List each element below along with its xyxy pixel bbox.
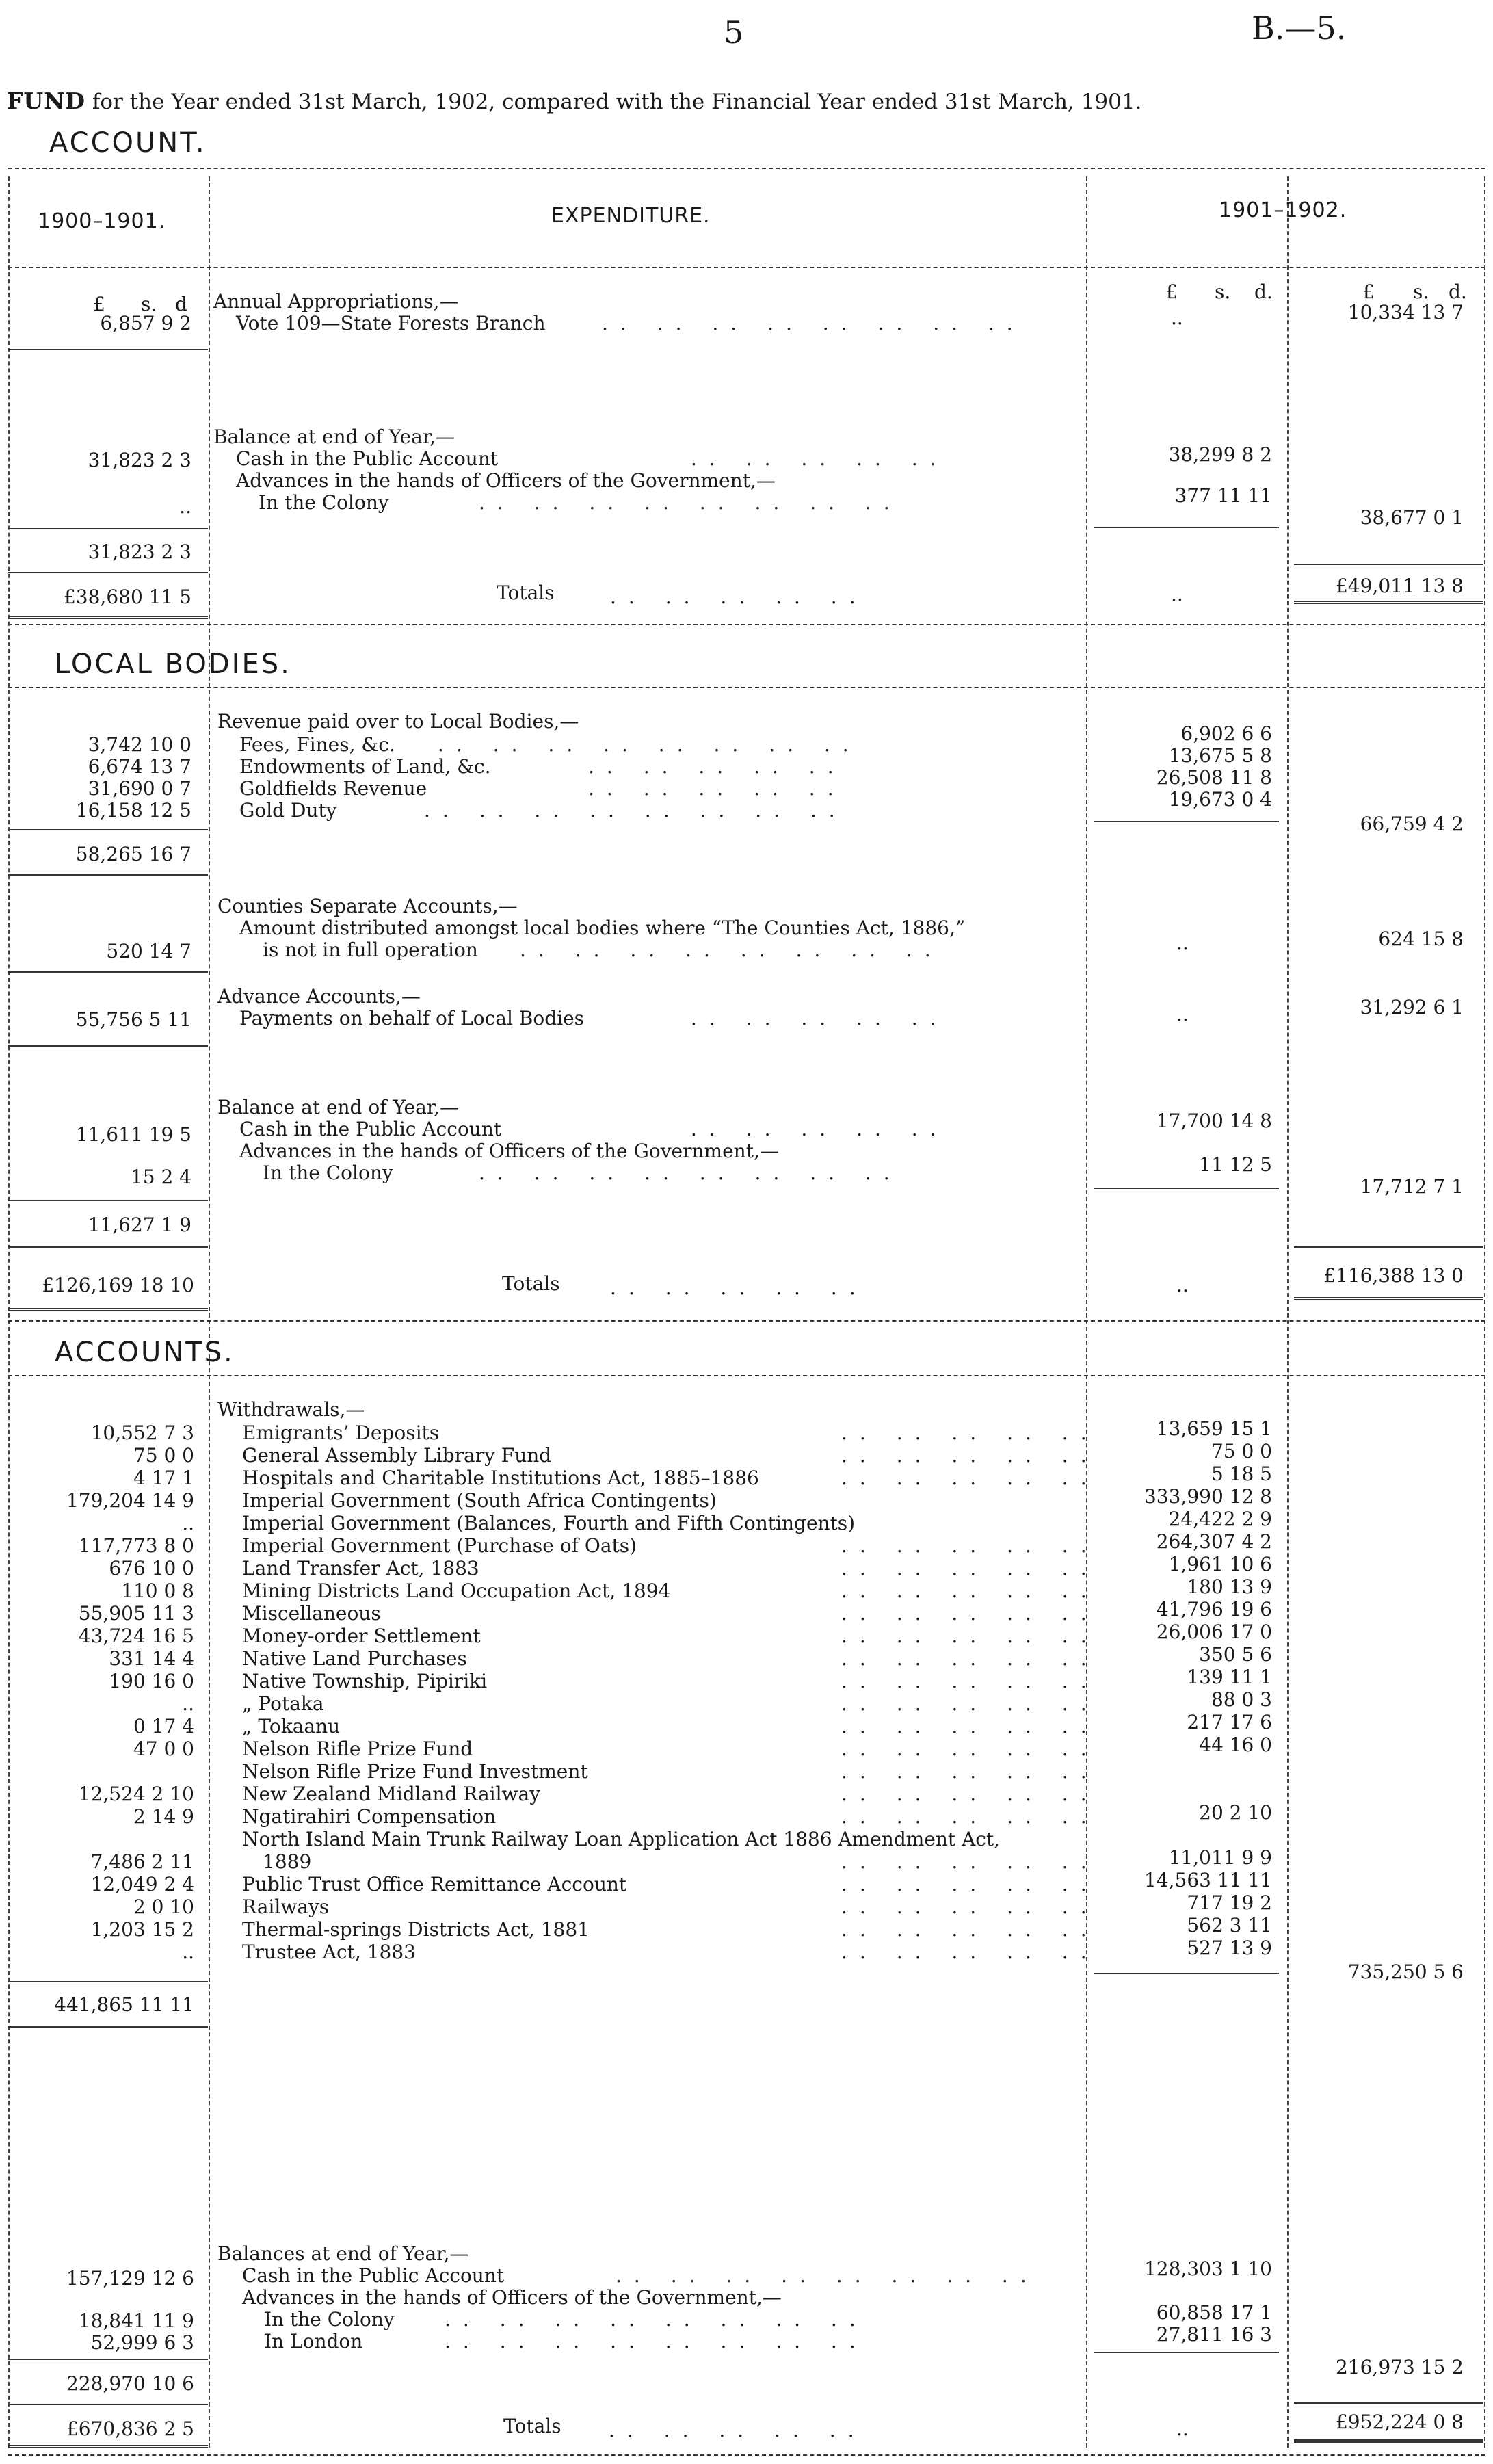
acc-cash-label: Cash in the Public Account [242, 2264, 505, 2287]
withdrawal-prev-amount: 75 0 0 [133, 1444, 194, 1467]
rule [8, 267, 1485, 268]
local-balance-label: Balance at end of Year,— [217, 1096, 460, 1118]
heading-text: for the Year ended 31st March, 1902, compared with the Financial Year ended 31st March, 1901. [92, 90, 1142, 114]
leader-dots: .. .. .. .. .. .. .. .. [520, 939, 943, 961]
totals-prev-amount: £38,680 11 5 [63, 586, 191, 608]
col-header-1900: 1900–1901. [38, 209, 166, 233]
withdrawal-label: Thermal-springs Districts Act, 1881 [242, 1918, 590, 1941]
fees-prev-amount: 3,742 10 0 [88, 733, 191, 756]
withdrawals-cur-total: 735,250 5 6 [1347, 1961, 1464, 1983]
leader-dots: .. .. .. .. .. [610, 586, 868, 608]
leader-dots: .. .. .. .. .. .. .. .. [479, 491, 902, 514]
leader-dots: .. .. .. .. .. [841, 1557, 1099, 1580]
leader-dots: .. .. .. .. .. [841, 1805, 1099, 1828]
balance-cur-amount: 38,677 0 1 [1360, 506, 1464, 529]
blank-dots: .. [1171, 583, 1183, 605]
rule [8, 1308, 208, 1311]
withdrawal-cur-amount: 26,006 17 0 [1156, 1621, 1272, 1643]
withdrawal-label: Railways [242, 1896, 330, 1918]
rule [8, 2359, 208, 2360]
leader-dots: .. .. .. .. .. [841, 1738, 1099, 1760]
withdrawal-prev-amount: 10,552 7 3 [90, 1421, 194, 1444]
goldfields-prev-amount: 31,690 0 7 [88, 777, 191, 800]
acc-balance-label: Balances at end of Year,— [217, 2242, 469, 2265]
withdrawal-prev-amount: 47 0 0 [133, 1738, 194, 1760]
rule [1294, 2402, 1483, 2404]
gold-duty-cur-amount: 19,673 0 4 [1168, 788, 1272, 811]
rule [8, 572, 208, 573]
acc-totals-prev-amount: £670,836 2 5 [66, 2417, 194, 2440]
withdrawal-label: Ngatirahiri Compensation [242, 1805, 497, 1828]
withdrawal-prev-amount: 4 17 1 [133, 1467, 194, 1489]
colony-label: In the Colony [259, 491, 389, 514]
fund-word: FUND [7, 88, 85, 114]
leader-dots: .. .. .. .. .. [841, 1918, 1099, 1941]
col-header-1901: 1901–1902. [1219, 198, 1347, 222]
rule [1294, 564, 1483, 565]
lsd-d: d. [1449, 280, 1467, 303]
revenue-prev-total: 58,265 16 7 [75, 843, 191, 865]
withdrawal-cur-amount: 75 0 0 [1211, 1440, 1272, 1463]
withdrawal-cur-amount: 139 11 1 [1187, 1666, 1272, 1688]
withdrawal-prev-amount: 0 17 4 [133, 1715, 194, 1738]
leader-dots: .. .. .. .. .. [841, 1625, 1099, 1647]
leader-dots: .. .. .. .. .. [588, 777, 846, 800]
withdrawal-cur-amount: 88 0 3 [1211, 1688, 1272, 1711]
local-cash-prev-amount: 11,611 19 5 [75, 1123, 191, 1146]
rule [1094, 1188, 1279, 1189]
withdrawal-cur-amount: 5 18 5 [1211, 1463, 1272, 1485]
acc-cash-prev-amount: 157,129 12 6 [66, 2267, 194, 2290]
withdrawal-cur-amount: 717 19 2 [1187, 1891, 1272, 1914]
lsd-d: d [175, 293, 187, 315]
right-rule [1484, 176, 1485, 2448]
cash-label: Cash in the Public Account [236, 447, 499, 470]
lsd-pound: £ [1165, 280, 1178, 303]
withdrawal-prev-amount: 331 14 4 [109, 1647, 194, 1670]
fees-label: Fees, Fines, &c. [239, 733, 395, 756]
rule [8, 1045, 208, 1047]
withdrawal-label: Mining Districts Land Occupation Act, 1894 [242, 1580, 671, 1602]
rule [8, 349, 208, 350]
rule [8, 829, 208, 830]
leader-dots: .. .. .. .. .. [841, 1444, 1099, 1467]
rule [8, 1320, 1485, 1322]
withdrawal-cur-amount: 24,422 2 9 [1168, 1508, 1272, 1530]
col-rule-1 [209, 176, 210, 2448]
rule [8, 168, 1485, 169]
lsd-pound: £ [1362, 280, 1375, 303]
local-colony-cur-amount: 11 12 5 [1199, 1153, 1272, 1176]
lsd-pound: £ [93, 293, 105, 315]
revenue-cur-total: 66,759 4 2 [1360, 813, 1464, 835]
balance-prev-amount: 31,823 2 3 [88, 540, 191, 563]
withdrawal-cur-amount: 217 17 6 [1187, 1711, 1272, 1733]
page-number: 5 [724, 14, 744, 51]
withdrawal-cur-amount: 14,563 11 11 [1144, 1869, 1272, 1891]
blank-dots: .. [1176, 1274, 1189, 1296]
advances-label: Advances in the hands of Officers of the Government,— [236, 469, 776, 492]
withdrawal-label: 1889 [263, 1850, 312, 1873]
section-title-accounts: ACCOUNTS. [55, 1337, 235, 1368]
colony-prev-amount: .. [179, 495, 191, 518]
leader-dots: .. .. .. .. .. [841, 1421, 1099, 1444]
acc-totals-label: Totals [503, 2415, 561, 2437]
withdrawal-prev-amount: 1,203 15 2 [90, 1918, 194, 1941]
rule [8, 2026, 208, 2028]
leader-dots: .. .. .. .. .. [841, 1467, 1099, 1489]
withdrawal-cur-amount: 41,796 19 6 [1156, 1598, 1272, 1621]
endowments-label: Endowments of Land, &c. [239, 755, 491, 778]
lsd-s: s. [141, 293, 157, 315]
leader-dots: .. .. .. .. .. .. .. .. [445, 2308, 868, 2331]
col-rule-3 [1287, 176, 1289, 2448]
leader-dots: .. .. .. .. .. [841, 1670, 1099, 1692]
lsd-s: s. [1413, 280, 1429, 303]
blank-dots: .. [1171, 306, 1183, 329]
leader-dots: .. .. .. .. .. .. .. .. [602, 312, 1025, 335]
endowments-cur-amount: 13,675 5 8 [1168, 744, 1272, 767]
gold-duty-label: Gold Duty [239, 799, 337, 822]
rule [8, 1200, 208, 1201]
counties-line-2: is not in full operation [263, 939, 478, 961]
withdrawals-label: Withdrawals,— [217, 1398, 365, 1421]
totals-label: Totals [497, 581, 555, 604]
rule [8, 2445, 208, 2448]
withdrawal-prev-amount: 43,724 16 5 [78, 1625, 194, 1647]
withdrawal-prev-amount: 676 10 0 [109, 1557, 194, 1580]
goldfields-cur-amount: 26,508 11 8 [1156, 766, 1272, 789]
local-balance-cur-amount: 17,712 7 1 [1360, 1175, 1464, 1198]
withdrawal-cur-amount: 1,961 10 6 [1168, 1553, 1272, 1575]
local-colony-label: In the Colony [263, 1162, 393, 1184]
rule [1094, 2352, 1279, 2353]
withdrawal-cur-amount: 44 16 0 [1199, 1733, 1272, 1756]
payments-cur-amount: 31,292 6 1 [1360, 996, 1464, 1019]
rule [8, 624, 1485, 625]
withdrawal-label: General Assembly Library Fund [242, 1444, 552, 1467]
leader-dots: .. .. .. .. .. [691, 447, 949, 470]
withdrawal-prev-amount: .. [182, 1941, 194, 1963]
leader-dots: .. .. .. .. .. [841, 1534, 1099, 1557]
leader-dots: .. .. .. .. .. [691, 1118, 949, 1140]
leader-dots: .. .. .. .. .. [609, 2419, 867, 2441]
withdrawal-label: Imperial Government (South Africa Contingents) [242, 1489, 717, 1512]
leader-dots: .. .. .. .. .. [841, 1715, 1099, 1738]
revenue-label: Revenue paid over to Local Bodies,— [217, 710, 579, 733]
withdrawal-prev-amount: .. [182, 1512, 194, 1534]
col-header-expenditure: EXPENDITURE. [551, 204, 711, 228]
leader-dots: .. .. .. .. .. .. .. .. [479, 1162, 902, 1184]
counties-cur-amount: 624 15 8 [1378, 928, 1464, 950]
acc-balance-cur-amount: 216,973 15 2 [1335, 2356, 1464, 2378]
leader-dots: .. .. .. .. .. .. .. .. [616, 2264, 1039, 2287]
rule [8, 971, 208, 973]
acc-totals-cur-amount: £952,224 0 8 [1335, 2411, 1464, 2433]
lsd-d: d. [1254, 280, 1273, 303]
section-title-account: ACCOUNT. [49, 127, 207, 159]
left-rule [8, 176, 10, 2448]
acc-london-prev-amount: 52,999 6 3 [90, 2331, 194, 2354]
rule [8, 1981, 208, 1982]
leader-dots: .. .. .. .. .. [691, 1007, 949, 1030]
withdrawal-cur-amount: 11,011 9 9 [1168, 1846, 1272, 1869]
withdrawal-prev-amount: 110 0 8 [121, 1580, 194, 1602]
annual-appropriations-label: Annual Appropriations,— [213, 290, 459, 313]
withdrawal-prev-amount: 179,204 14 9 [66, 1489, 194, 1512]
payments-label: Payments on behalf of Local Bodies [239, 1007, 585, 1030]
rule [8, 1375, 1485, 1376]
withdrawal-label: „ Tokaanu [242, 1715, 341, 1738]
local-cash-label: Cash in the Public Account [239, 1118, 502, 1140]
local-totals-cur-amount: £116,388 13 0 [1323, 1264, 1464, 1287]
blank-dots: .. [1176, 932, 1189, 954]
withdrawal-label: Imperial Government (Purchase of Oats) [242, 1534, 637, 1557]
local-balance-prev-amount: 11,627 1 9 [88, 1214, 191, 1236]
vote-prev-amount: 6,857 9 2 [100, 312, 191, 335]
leader-dots: .. .. .. .. .. .. .. .. [424, 799, 847, 822]
rule [8, 2404, 208, 2405]
withdrawal-prev-amount: 2 14 9 [133, 1805, 194, 1828]
leader-dots: .. .. .. .. .. [841, 1760, 1099, 1783]
withdrawal-cur-amount: 333,990 12 8 [1144, 1485, 1272, 1508]
leader-dots: .. .. .. .. .. [588, 755, 846, 778]
withdrawal-cur-amount: 13,659 15 1 [1156, 1417, 1272, 1440]
col-rule-2 [1086, 176, 1087, 2448]
acc-colony-label: In the Colony [264, 2308, 395, 2331]
acc-colony-prev-amount: 18,841 11 9 [78, 2309, 194, 2332]
withdrawal-label: Imperial Government (Balances, Fourth and Fifth Contingents) [242, 1512, 856, 1534]
leader-dots: .. .. .. .. .. [841, 1941, 1099, 1963]
cash-prev-amount: 31,823 2 3 [88, 449, 191, 471]
acc-advances-label: Advances in the hands of Officers of the Government,— [242, 2286, 782, 2309]
page-heading [7, 88, 1141, 114]
payments-prev-amount: 55,756 5 11 [75, 1008, 191, 1031]
withdrawal-label: Nelson Rifle Prize Fund [242, 1738, 473, 1760]
leader-dots: .. .. .. .. .. [841, 1602, 1099, 1625]
leader-dots: .. .. .. .. .. [841, 1692, 1099, 1715]
withdrawal-label: Emigrants’ Deposits [242, 1421, 440, 1444]
withdrawal-prev-amount: 2 0 10 [133, 1896, 194, 1918]
vote-label: Vote 109—State Forests Branch [236, 312, 546, 335]
acc-colony-cur-amount: 60,858 17 1 [1156, 2301, 1272, 2324]
rule [8, 2454, 1485, 2456]
rule [1094, 1973, 1279, 1974]
lsd-s: s. [1215, 280, 1231, 303]
rule [8, 1246, 208, 1248]
rule [8, 687, 1485, 688]
totals-cur-amount: £49,011 13 8 [1335, 575, 1464, 597]
counties-label: Counties Separate Accounts,— [217, 895, 518, 917]
withdrawal-label: New Zealand Midland Railway [242, 1783, 541, 1805]
fees-cur-amount: 6,902 6 6 [1180, 722, 1272, 745]
withdrawal-prev-amount: 7,486 2 11 [90, 1850, 194, 1873]
leader-dots: .. .. .. .. .. .. .. .. [438, 733, 861, 756]
withdrawal-cur-amount: 20 2 10 [1199, 1801, 1272, 1824]
withdrawal-label: „ Potaka [242, 1692, 324, 1715]
local-colony-prev-amount: 15 2 4 [130, 1166, 191, 1188]
leader-dots: .. .. .. .. .. [841, 1873, 1099, 1896]
acc-balance-prev-amount: 228,970 10 6 [66, 2372, 194, 2395]
rule [1294, 1297, 1483, 1300]
leader-dots: .. .. .. .. .. [841, 1850, 1099, 1873]
withdrawals-prev-total: 441,865 11 11 [54, 1993, 194, 2016]
page-reference: B.—5. [1252, 10, 1347, 47]
withdrawal-label: Native Township, Pipiriki [242, 1670, 488, 1692]
withdrawal-label: Land Transfer Act, 1883 [242, 1557, 479, 1580]
withdrawal-prev-amount: .. [182, 1692, 194, 1715]
withdrawal-label: Hospitals and Charitable Institutions Act, 1885–1886 [242, 1467, 759, 1489]
acc-london-label: In London [264, 2330, 363, 2352]
withdrawal-cur-amount: 264,307 4 2 [1156, 1530, 1272, 1553]
leader-dots: .. .. .. .. .. .. .. .. [445, 2330, 868, 2352]
gold-duty-prev-amount: 16,158 12 5 [75, 799, 191, 822]
rule [8, 874, 208, 876]
advance-accounts-label: Advance Accounts,— [217, 985, 421, 1008]
local-advances-label: Advances in the hands of Officers of the Government,— [239, 1140, 779, 1162]
endowments-prev-amount: 6,674 13 7 [88, 755, 191, 778]
withdrawal-cur-amount: 180 13 9 [1187, 1575, 1272, 1598]
local-cash-cur-amount: 17,700 14 8 [1156, 1110, 1272, 1132]
withdrawal-label: Trustee Act, 1883 [242, 1941, 416, 1963]
acc-london-cur-amount: 27,811 16 3 [1156, 2323, 1272, 2346]
withdrawal-label: Public Trust Office Remittance Account [242, 1873, 627, 1896]
leader-dots: .. .. .. .. .. [841, 1783, 1099, 1805]
rule [8, 616, 208, 619]
leader-dots: .. .. .. .. .. [841, 1647, 1099, 1670]
rule [1094, 821, 1279, 822]
rule [1294, 2439, 1483, 2443]
withdrawal-prev-amount: 12,049 2 4 [90, 1873, 194, 1896]
withdrawal-label: North Island Main Trunk Railway Loan Application Act 1886 Amendment Act, [242, 1828, 1001, 1850]
rule [1294, 601, 1483, 604]
vote-cur-amount: 10,334 13 7 [1347, 301, 1464, 324]
acc-cash-cur-amount: 128,303 1 10 [1144, 2257, 1272, 2280]
blank-dots: .. [1176, 1003, 1189, 1025]
leader-dots: .. .. .. .. .. [841, 1896, 1099, 1918]
withdrawal-cur-amount: 350 5 6 [1199, 1643, 1272, 1666]
withdrawal-cur-amount: 562 3 11 [1187, 1914, 1272, 1937]
rule [1094, 527, 1279, 528]
counties-prev-amount: 520 14 7 [106, 940, 191, 962]
withdrawal-prev-amount: 117,773 8 0 [78, 1534, 194, 1557]
leader-dots: .. .. .. .. .. [610, 1276, 868, 1299]
withdrawal-cur-amount: 527 13 9 [1187, 1937, 1272, 1959]
withdrawal-label: Native Land Purchases [242, 1647, 467, 1670]
withdrawal-prev-amount: 55,905 11 3 [78, 1602, 194, 1625]
local-totals-label: Totals [502, 1272, 560, 1295]
blank-dots: .. [1176, 2417, 1189, 2440]
leader-dots: .. .. .. .. .. [841, 1580, 1099, 1602]
balance-label: Balance at end of Year,— [213, 425, 455, 448]
withdrawal-label: Money-order Settlement [242, 1625, 481, 1647]
counties-line-1: Amount distributed amongst local bodies where “The Counties Act, 1886,” [239, 917, 966, 939]
section-title-local-bodies: LOCAL BODIES. [55, 648, 291, 680]
rule [1294, 1246, 1483, 1248]
withdrawal-label: Nelson Rifle Prize Fund Investment [242, 1760, 588, 1783]
withdrawal-prev-amount: 12,524 2 10 [78, 1783, 194, 1805]
withdrawal-prev-amount: 190 16 0 [109, 1670, 194, 1692]
local-totals-prev-amount: £126,169 18 10 [42, 1274, 194, 1296]
rule [8, 528, 208, 529]
colony-cur-amount: 377 11 11 [1174, 484, 1272, 507]
withdrawal-label: Miscellaneous [242, 1602, 381, 1625]
goldfields-label: Goldfields Revenue [239, 777, 427, 800]
cash-cur-amount: 38,299 8 2 [1168, 443, 1272, 466]
